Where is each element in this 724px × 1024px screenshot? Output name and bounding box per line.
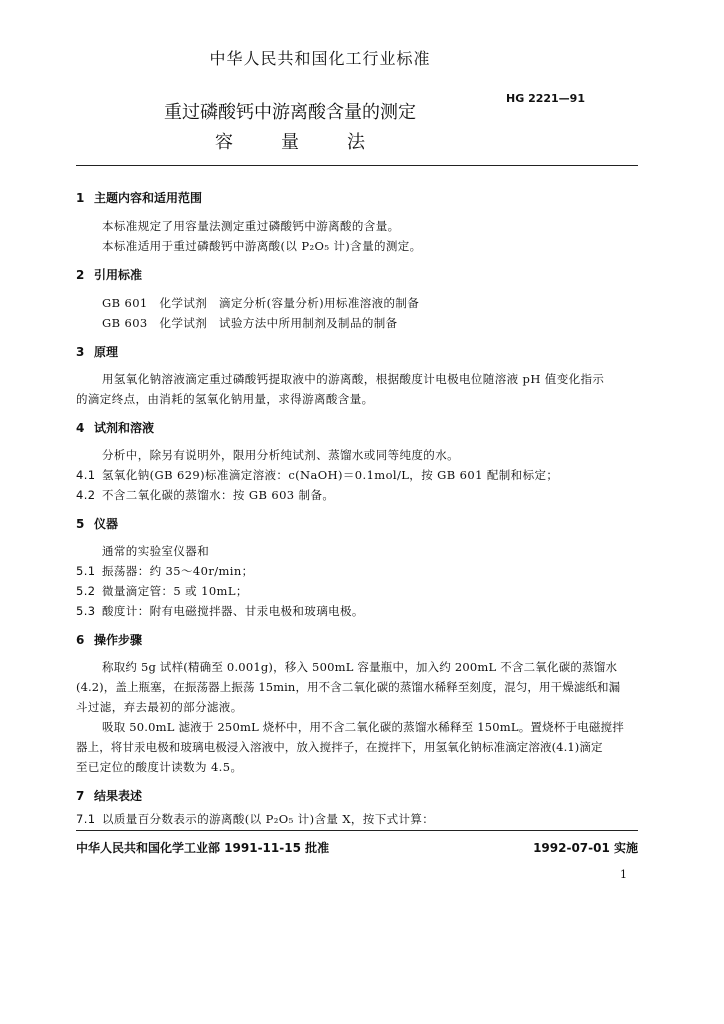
standard-code: HG 2221—91 bbox=[506, 92, 585, 105]
paragraph: 本标准规定了用容量法测定重过磷酸钙中游离酸的含量。 bbox=[102, 219, 400, 233]
paragraph: 分析中，除另有说明外，限用分析纯试剂、蒸馏水或同等纯度的水。 bbox=[102, 448, 459, 462]
header-divider bbox=[76, 165, 638, 166]
clause-number: 5.2 bbox=[76, 584, 96, 598]
clause-text: 不含二氧化碳的蒸馏水：按 GB 603 制备。 bbox=[102, 488, 335, 502]
paragraph: 用氢氧化钠溶液滴定重过磷酸钙提取液中的游离酸，根据酸度计电极电位随溶液 pH 值变化指示 bbox=[102, 372, 605, 386]
paragraph: 至已定位的酸度计读数为 4.5。 bbox=[76, 760, 243, 774]
clause-number: 4.2 bbox=[76, 488, 96, 502]
section-number: 1 bbox=[76, 191, 85, 205]
paragraph: 称取约 5g 试样(精确至 0.001g)，移入 500mL 容量瓶中，加入约 200mL 不含二氧化碳的蒸馏水 bbox=[102, 660, 618, 674]
clause-text: 振荡器：约 35～40r/min； bbox=[102, 564, 254, 578]
section-3-heading bbox=[76, 343, 118, 360]
reference-gb603: GB 603 化学试剂 试验方法中所用制剂及制品的制备 bbox=[102, 316, 398, 330]
section-title: 仪器 bbox=[94, 517, 119, 531]
clause-text: 酸度计：附有电磁搅拌器、甘汞电极和玻璃电极。 bbox=[102, 604, 364, 618]
clause-text: 氢氧化钠(GB 629)标准滴定溶液：c(NaOH)＝0.1mol/L，按 GB 601 配制和标定； bbox=[102, 468, 559, 482]
section-1-heading bbox=[76, 189, 202, 206]
section-title: 结果表述 bbox=[94, 789, 143, 803]
clause-4-1 bbox=[76, 467, 558, 483]
reference-gb601: GB 601 化学试剂 滴定分析(容量分析)用标准溶液的制备 bbox=[102, 296, 420, 310]
clause-5-1 bbox=[76, 563, 254, 579]
section-7-heading bbox=[76, 787, 142, 804]
paragraph: 本标准适用于重过磷酸钙中游离酸(以 P₂O₅ 计)含量的测定。 bbox=[102, 239, 422, 253]
section-2-heading bbox=[76, 266, 142, 283]
clause-7-1 bbox=[76, 811, 434, 827]
document-title: 重过磷酸钙中游离酸含量的测定 bbox=[164, 102, 416, 123]
section-number: 5 bbox=[76, 517, 85, 531]
paragraph: 的滴定终点，由消耗的氢氧化钠用量，求得游离酸含量。 bbox=[76, 392, 374, 406]
paragraph: 斗过滤，弃去最初的部分滤液。 bbox=[76, 700, 243, 714]
issuing-organization: 中华人民共和国化工行业标准 bbox=[209, 49, 431, 68]
clause-number: 5.1 bbox=[76, 564, 96, 578]
clause-number: 7.1 bbox=[76, 812, 96, 826]
clause-number: 4.1 bbox=[76, 468, 96, 482]
section-number: 2 bbox=[76, 268, 85, 282]
section-title: 试剂和溶液 bbox=[94, 421, 155, 435]
section-number: 4 bbox=[76, 421, 85, 435]
section-title: 主题内容和适用范围 bbox=[94, 191, 203, 205]
implementation-date: 1992-07-01 实施 bbox=[533, 841, 638, 855]
section-title: 操作步骤 bbox=[94, 633, 143, 647]
clause-number: 5.3 bbox=[76, 604, 96, 618]
section-title: 原理 bbox=[94, 345, 119, 359]
document-subtitle: 容量法 bbox=[215, 132, 413, 153]
clause-5-2 bbox=[76, 583, 248, 599]
clause-4-2 bbox=[76, 487, 334, 503]
paragraph: (4.2)，盖上瓶塞，在振荡器上振荡 15min，用不含二氧化碳的蒸馏水稀释至刻度，混匀，用干燥滤纸和漏 bbox=[76, 680, 621, 694]
paragraph: 通常的实验室仪器和 bbox=[102, 544, 210, 558]
section-5-heading bbox=[76, 515, 118, 532]
page-number: 1 bbox=[620, 868, 627, 881]
footer-divider bbox=[76, 830, 638, 831]
section-number: 6 bbox=[76, 633, 85, 647]
clause-text: 微量滴定管：5 或 10mL； bbox=[102, 584, 248, 598]
paragraph: 器上，将甘汞电极和玻璃电极浸入溶液中，放入搅拌子，在搅拌下，用氢氧化钠标准滴定溶液(4.1)滴定 bbox=[76, 740, 603, 754]
section-4-heading bbox=[76, 419, 154, 436]
clause-5-3 bbox=[76, 603, 364, 619]
section-6-heading bbox=[76, 631, 142, 648]
section-number: 7 bbox=[76, 789, 85, 803]
section-number: 3 bbox=[76, 345, 85, 359]
section-title: 引用标准 bbox=[94, 268, 143, 282]
approval-statement: 中华人民共和国化学工业部 1991-11-15 批准 bbox=[76, 841, 330, 855]
clause-text: 以质量百分数表示的游离酸(以 P₂O₅ 计)含量 X，按下式计算： bbox=[102, 812, 435, 826]
paragraph: 吸取 50.0mL 滤液于 250mL 烧杯中，用不含二氧化碳的蒸馏水稀释至 150mL。置烧杯于电磁搅拌 bbox=[102, 720, 625, 734]
